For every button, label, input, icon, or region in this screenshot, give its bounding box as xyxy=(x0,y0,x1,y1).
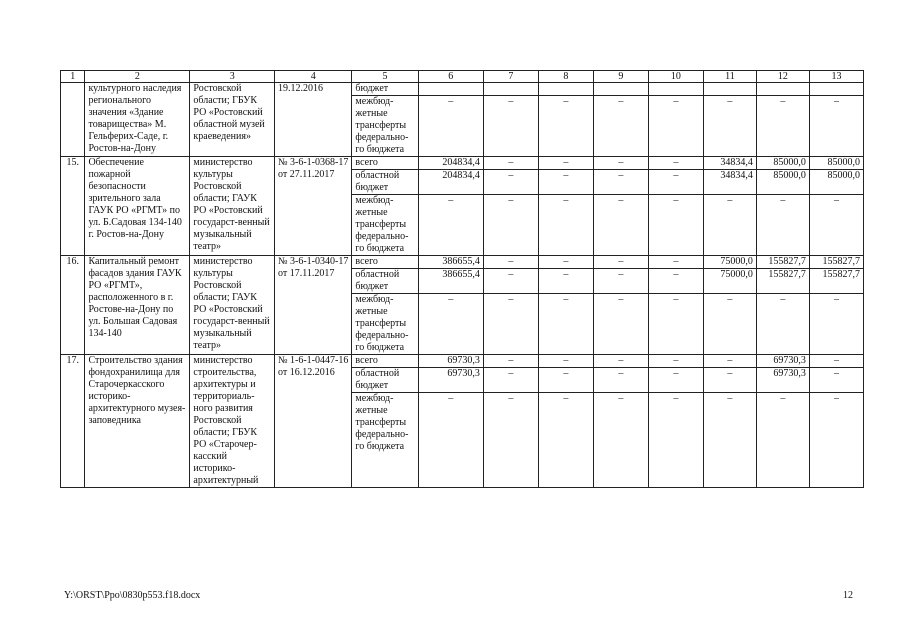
amount-cell: – xyxy=(756,195,809,256)
funding-source: всего xyxy=(352,355,418,368)
amount-cell: – xyxy=(538,256,593,269)
table-row xyxy=(61,83,864,96)
table-row xyxy=(61,256,864,269)
amount-cell: – xyxy=(593,170,648,195)
amount-cell: – xyxy=(593,355,648,368)
amount-cell: – xyxy=(538,294,593,355)
amount-cell xyxy=(809,83,863,96)
amount-cell: – xyxy=(483,96,538,157)
amount-cell: – xyxy=(483,195,538,256)
funding-source: межбюд-жетные трансферты федерально-го бюджета xyxy=(352,96,418,157)
amount-cell: – xyxy=(538,170,593,195)
funding-source: областной бюджет xyxy=(352,368,418,393)
column-header: 13 xyxy=(809,71,863,83)
funding-source: всего xyxy=(352,256,418,269)
amount-cell: 155827,7 xyxy=(809,256,863,269)
row-number: 16. xyxy=(61,256,85,355)
amount-cell: – xyxy=(756,294,809,355)
funding-source: межбюд-жетные трансферты федерально-го бюджета xyxy=(352,294,418,355)
row-number xyxy=(61,83,85,157)
amount-cell xyxy=(648,83,703,96)
amount-cell: 155827,7 xyxy=(756,269,809,294)
amount-cell: – xyxy=(703,393,756,488)
amount-cell: – xyxy=(648,157,703,170)
document-ref: № 3-6-1-0340-17 от 17.11.2017 xyxy=(274,256,351,355)
amount-cell: – xyxy=(809,393,863,488)
amount-cell: – xyxy=(538,368,593,393)
amount-cell: – xyxy=(483,368,538,393)
table-row xyxy=(61,157,864,170)
amount-cell: 155827,7 xyxy=(809,269,863,294)
amount-cell: 34834,4 xyxy=(703,170,756,195)
amount-cell: – xyxy=(648,96,703,157)
amount-cell: – xyxy=(703,195,756,256)
item-name: Строительство здания фондохранилища для Старочеркасского историко-архитектурного музея-заповедника xyxy=(85,355,190,488)
amount-cell: – xyxy=(648,393,703,488)
amount-cell: – xyxy=(756,96,809,157)
document-ref: 19.12.2016 xyxy=(274,83,351,157)
row-number: 17. xyxy=(61,355,85,488)
amount-cell: 386655,4 xyxy=(418,256,483,269)
amount-cell: – xyxy=(809,195,863,256)
amount-cell: – xyxy=(593,195,648,256)
amount-cell: – xyxy=(593,368,648,393)
amount-cell xyxy=(593,83,648,96)
amount-cell: 69730,3 xyxy=(756,368,809,393)
column-header: 2 xyxy=(85,71,190,83)
amount-cell: – xyxy=(538,355,593,368)
amount-cell: – xyxy=(703,96,756,157)
amount-cell: – xyxy=(538,157,593,170)
row-number: 15. xyxy=(61,157,85,256)
column-header: 10 xyxy=(648,71,703,83)
column-header: 11 xyxy=(703,71,756,83)
funding-source: всего xyxy=(352,157,418,170)
amount-cell: – xyxy=(483,256,538,269)
funding-source: межбюд-жетные трансферты федерально-го бюджета xyxy=(352,195,418,256)
funding-source: межбюд-жетные трансферты федерально-го бюджета xyxy=(352,393,418,488)
amount-cell: 75000,0 xyxy=(703,256,756,269)
amount-cell: – xyxy=(418,294,483,355)
amount-cell: 85000,0 xyxy=(756,170,809,195)
executor-name: министерство культуры Ростовской области; ГАУК РО «Ростовский государст-венный музыкальный театр» xyxy=(190,157,275,256)
amount-cell: – xyxy=(483,269,538,294)
amount-cell xyxy=(483,83,538,96)
amount-cell: – xyxy=(703,294,756,355)
item-name: Обеспечение пожарной безопасности зрительного зала ГАУК РО «РГМТ» по ул. Б.Садовая 134-140 г. Ростов-на-Дону xyxy=(85,157,190,256)
column-header: 3 xyxy=(190,71,275,83)
column-header: 6 xyxy=(418,71,483,83)
amount-cell: 204834,4 xyxy=(418,157,483,170)
amount-cell: – xyxy=(418,96,483,157)
executor-name: министерство строительства, архитектуры и территориаль-ного развития Ростовской области; ГБУК РО «Старочер-касский историко-архитектурный xyxy=(190,355,275,488)
amount-cell: 386655,4 xyxy=(418,269,483,294)
amount-cell: – xyxy=(809,96,863,157)
amount-cell: 34834,4 xyxy=(703,157,756,170)
amount-cell xyxy=(703,83,756,96)
column-header: 9 xyxy=(593,71,648,83)
funding-source: областной бюджет xyxy=(352,269,418,294)
amount-cell: – xyxy=(418,393,483,488)
amount-cell: – xyxy=(593,269,648,294)
amount-cell: – xyxy=(593,256,648,269)
amount-cell: – xyxy=(483,157,538,170)
page-number: 12 xyxy=(843,590,853,601)
amount-cell: – xyxy=(648,368,703,393)
amount-cell: – xyxy=(483,355,538,368)
executor-name: Ростовской области; ГБУК РО «Ростовский областной музей краеведения» xyxy=(190,83,275,157)
amount-cell: – xyxy=(418,195,483,256)
amount-cell: – xyxy=(538,195,593,256)
amount-cell: – xyxy=(538,96,593,157)
executor-name: министерство культуры Ростовской области; ГАУК РО «Ростовский государст-венный музыкальный театр» xyxy=(190,256,275,355)
amount-cell xyxy=(756,83,809,96)
amount-cell: – xyxy=(756,393,809,488)
document-ref: № 3-6-1-0368-17 от 27.11.2017 xyxy=(274,157,351,256)
amount-cell: 75000,0 xyxy=(703,269,756,294)
column-number-header xyxy=(61,71,864,83)
amount-cell: – xyxy=(648,170,703,195)
amount-cell xyxy=(418,83,483,96)
amount-cell: – xyxy=(809,368,863,393)
funding-source: бюджет xyxy=(352,83,418,96)
amount-cell: – xyxy=(483,294,538,355)
column-header: 7 xyxy=(483,71,538,83)
table-row xyxy=(61,355,864,368)
amount-cell: – xyxy=(648,269,703,294)
amount-cell: – xyxy=(648,256,703,269)
column-header: 4 xyxy=(274,71,351,83)
amount-cell: – xyxy=(538,269,593,294)
amount-cell: – xyxy=(593,393,648,488)
amount-cell: 69730,3 xyxy=(756,355,809,368)
amount-cell: 204834,4 xyxy=(418,170,483,195)
amount-cell: – xyxy=(593,294,648,355)
amount-cell: 69730,3 xyxy=(418,368,483,393)
amount-cell: – xyxy=(593,157,648,170)
column-header: 12 xyxy=(756,71,809,83)
amount-cell: 85000,0 xyxy=(756,157,809,170)
amount-cell: 85000,0 xyxy=(809,157,863,170)
column-header: 1 xyxy=(61,71,85,83)
funding-source: областной бюджет xyxy=(352,170,418,195)
amount-cell: – xyxy=(703,355,756,368)
amount-cell: – xyxy=(483,170,538,195)
amount-cell: 85000,0 xyxy=(809,170,863,195)
amount-cell: – xyxy=(648,355,703,368)
amount-cell: – xyxy=(809,294,863,355)
item-name: Капитальный ремонт фасадов здания ГАУК РО «РГМТ», расположенного в г. Ростове-на-Дону по ул. Большая Садовая 134-140 xyxy=(85,256,190,355)
document-ref: № 1-6-1-0447-16 от 16.12.2016 xyxy=(274,355,351,488)
budget-table xyxy=(60,70,864,488)
amount-cell: – xyxy=(809,355,863,368)
amount-cell: – xyxy=(538,393,593,488)
amount-cell: – xyxy=(648,195,703,256)
amount-cell xyxy=(538,83,593,96)
file-path-footer: Y:\ORST\Ppo\0830p553.f18.docx xyxy=(64,590,201,601)
item-name: культурного наследия регионального значения «Здание товарищества» М. Гельферих-Саде, г. Ростов-на-Дону xyxy=(85,83,190,157)
amount-cell: – xyxy=(593,96,648,157)
amount-cell: 69730,3 xyxy=(418,355,483,368)
column-header: 5 xyxy=(352,71,418,83)
amount-cell: 155827,7 xyxy=(756,256,809,269)
amount-cell: – xyxy=(703,368,756,393)
amount-cell: – xyxy=(483,393,538,488)
amount-cell: – xyxy=(648,294,703,355)
column-header: 8 xyxy=(538,71,593,83)
